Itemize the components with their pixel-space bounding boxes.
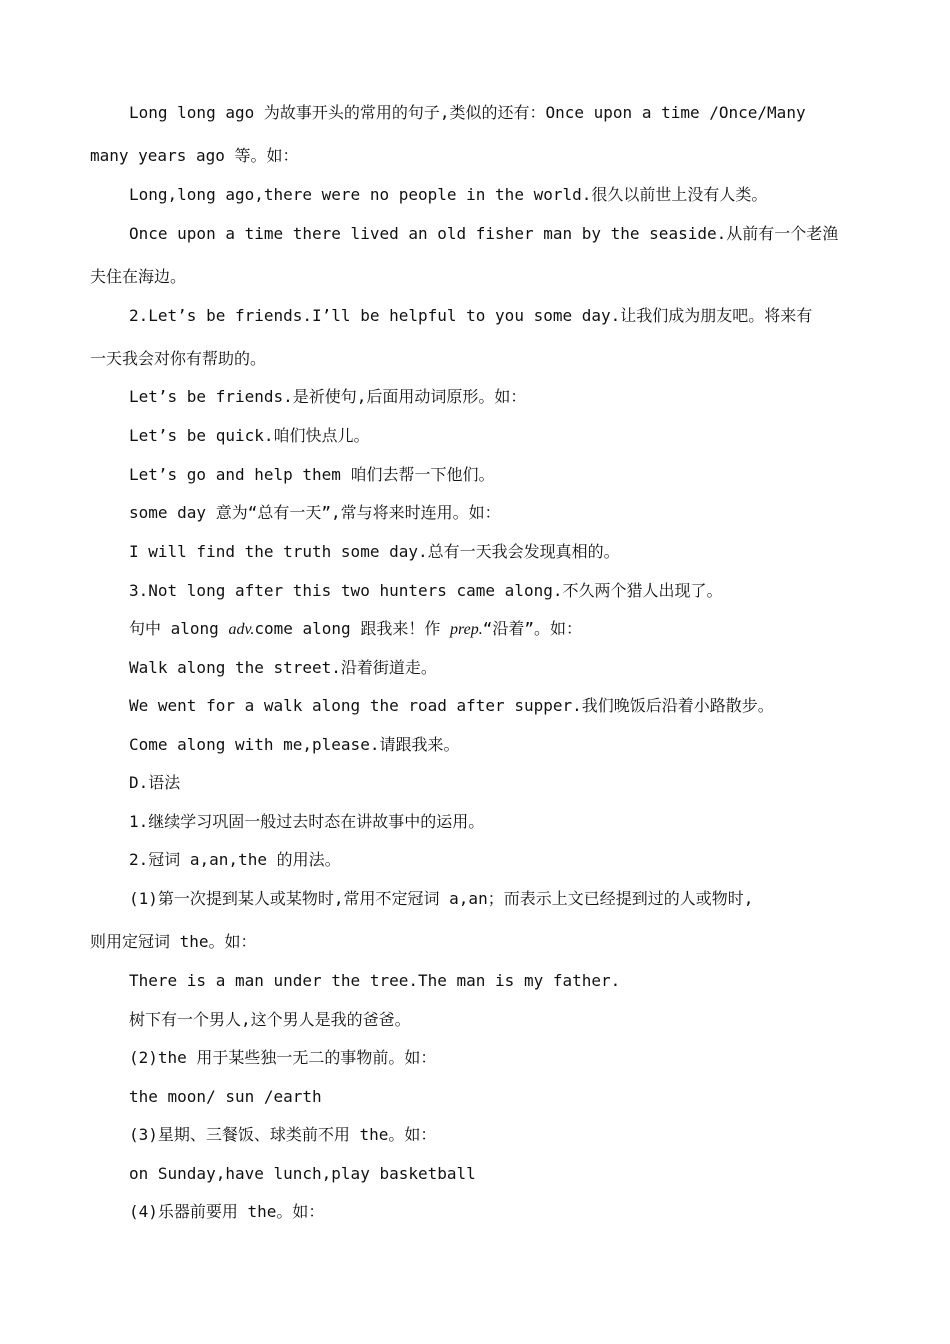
paragraph-line-2: many years ago 等。如：	[90, 146, 299, 165]
article-example-2: the moon/ sun /earth	[129, 1087, 322, 1106]
grammar-point-1: 1.继续学习巩固一般过去时态在讲故事中的运用。	[129, 812, 485, 831]
along-example-2: We went for a walk along the road after supper.我们晚饭后沿着小路散步。	[129, 696, 774, 715]
example-line-2: Once upon a time there lived an old fisher man by the seaside.从前有一个老渔	[129, 224, 839, 243]
along-usage-part-3: “沿着”。如：	[482, 619, 582, 638]
note-line-1: Let’s be friends.是祈使句,后面用动词原形。如：	[129, 387, 527, 406]
example-line-1: Long,long ago,there were no people in the world.很久以前世上没有人类。	[129, 185, 768, 204]
note-line-2: Let’s be quick.咱们快点儿。	[129, 426, 370, 445]
along-example-3: Come along with me,please.请跟我来。	[129, 735, 460, 754]
example-line-2-continued: 夫住在海边。	[90, 267, 187, 286]
along-example-1: Walk along the street.沿着街道走。	[129, 658, 437, 677]
point-2-heading: 2.Let’s be friends.I’ll be helpful to you some day.让我们成为朋友吧。将来有	[129, 306, 813, 325]
article-rule-4: (4)乐器前要用 the。如：	[129, 1202, 325, 1221]
section-d-heading: D.语法	[129, 773, 181, 792]
article-example-1: There is a man under the tree.The man is my father.	[129, 971, 621, 990]
point-3-heading: 3.Not long after this two hunters came along.不久两个猎人出现了。	[129, 581, 723, 600]
along-usage-part-1: 句中 along	[129, 619, 229, 638]
grammar-point-2: 2.冠词 a,an,the 的用法。	[129, 850, 341, 869]
along-usage-prep: prep.	[449, 621, 483, 638]
along-usage-line	[129, 619, 860, 640]
note-line-4: some day 意为“总有一天”,常与将来时连用。如：	[129, 503, 501, 522]
article-example-1-translation: 树下有一个男人,这个男人是我的爸爸。	[129, 1010, 411, 1029]
note-line-5: I will find the truth some day.总有一天我会发现真相的。	[129, 542, 620, 561]
point-2-heading-continued: 一天我会对你有帮助的。	[90, 349, 267, 368]
article-rule-2: (2)the 用于某些独一无二的事物前。如：	[129, 1048, 437, 1067]
note-line-3: Let’s go and help them 咱们去帮一下他们。	[129, 465, 495, 484]
along-usage-part-2: come along 跟我来！作	[254, 619, 450, 638]
along-usage-adv: adv.	[228, 621, 255, 638]
article-rule-1-continued: 则用定冠词 the。如：	[90, 932, 257, 951]
article-example-3: on Sunday,have lunch,play basketball	[129, 1164, 476, 1183]
paragraph-line-1: Long long ago 为故事开头的常用的句子,类似的还有：Once upon a time /Once/Many	[129, 103, 806, 122]
article-rule-3: (3)星期、三餐饭、球类前不用 the。如：	[129, 1125, 437, 1144]
article-rule-1: (1)第一次提到某人或某物时,常用不定冠词 a,an；而表示上文已经提到过的人或物时,	[129, 889, 754, 908]
